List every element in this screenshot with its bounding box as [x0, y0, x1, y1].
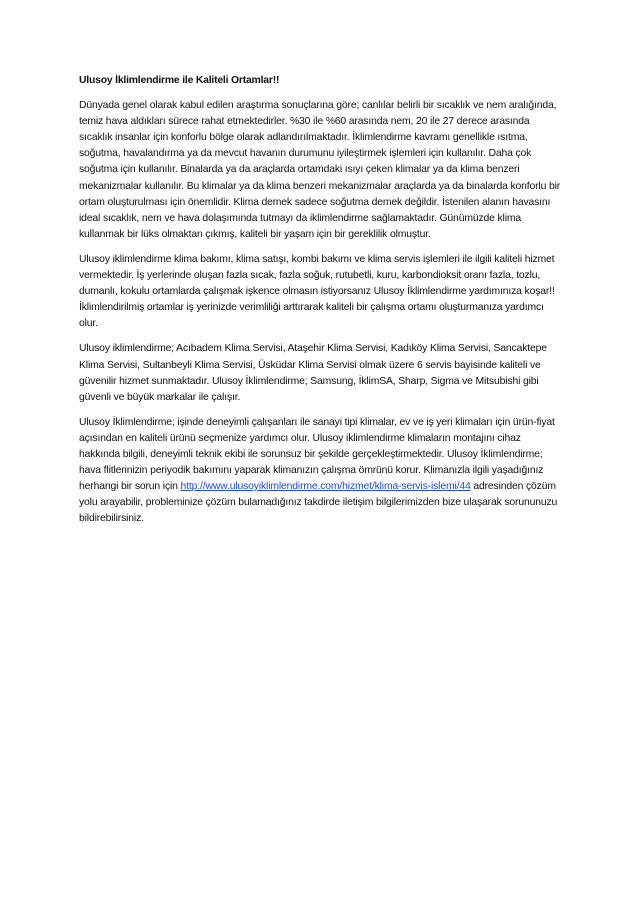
contact-text-before: Ulusoy İklimlendirme; işinde deneyimli çalışanları ile sanayi tipi klimalar, ev ve iş yeri klimaları için ürün-fiyat açısından en kaliteli ürünü seçmenize yardımcı olur. Ulusoy iklimlendirme klimaların montajını cihaz hakkında bilgili, deneyimli teknik ekibi ile sorunsuz bir şekilde gerçekleştirmektedir. Ulusoy İklimlendirme; hava flitlerinizin periyodik bakımını yaparak klimanızın çalışma ömrünü korur. Klimanızla ilgili yaşadığınız herhangi bir sorun için [79, 416, 555, 493]
paragraph-contact [79, 415, 563, 528]
paragraph-locations: Ulusoy iklimlendirme; Acıbadem Klima Servisi, Ataşehir Klima Servisi, Kadıköy Klima Servisi, Sancaktepe Klima Servisi, Sultanbeyli Klima Servisi, Üsküdar Klima Servisi olmak üzere 6 servis bayisinde kaliteli ve güvenilir hizmet sunmaktadır. Ulusoy İklimlendirme; Samsung, İklimSA, Sharp, Sigma ve Mitsubishi gibi güvenli ve büyük markalar ile çalışır. [79, 343, 547, 403]
document-page [79, 73, 563, 536]
paragraph-services: Ulusoy iklimlendirme klima bakımı, klima satışı, kombi bakımı ve klima servis işlemleri ile ilgili kaliteli hizmet vermektedir. İş yerlerinde oluşan fazla sıcak, fazla soğuk, rutubetli, kuru, karbondioksit oranı fazla, tozlu, dumanlı, kokulu ortamlarda çalışmak işkence olmasın istiyorsanız Ulusoy İklimlendirme yardımınıza koşar!! İklimlendirilmiş ortamlar iş yerinizde verimliliği arttırarak kaliteli bir çalışma ortamı oluşturmanıza yardımcı olur. [79, 253, 555, 330]
service-link[interactable]: http://www.ulusoyiklimlendirme.com/hizmet/klima-servis-islemi/44 [180, 481, 471, 493]
contact-text-after: adresinden çözüm yolu arayabilir, probleminize çözüm bulamadığınız takdirde iletişim bilgilerimizden bize ulaşarak sorununuzu bildirebilirsiniz. [79, 481, 558, 525]
paragraph-intro: Dünyada genel olarak kabul edilen araştırma sonuçlarına göre; canlılar belirli bir sıcaklık ve nem aralığında, temiz hava aldıkları sürece rahat etmektedirler. %30 ile %60 arasında nem, 20 ile 27 derece arasında sıcaklık insanlar için konforlu bölge olarak adlandırılmaktadır. İklimlendirme kavramı genellikle ısıtma, soğutma, havalandırma ya da mevcut havanın durumunu iyileştirmek işlemleri için kullanılır. Daha çok soğutma için kullanılır. Binalarda ya da araçlarda ortamdaki ısıyı çeken klimalar ya da klima benzeri mekanizmalar kullanılır. Bu klimalar ya da klima benzeri mekanizmalar araçlarda ya da binalarda konforlu bir ortam oluşturulması için önemlidir. Klima demek sadece soğutma demek değildir. İstenilen alanın havasını ideal sıcaklık, nem ve hava dolaşımında tutmayı da iklimlendirme sağlamaktadır. Günümüzde klima kullanmak bir lüks olmaktan çıkmış, kaliteli bir yaşam için bir gereklilik olmuştur. [79, 100, 561, 240]
document-title: Ulusoy İklimlendirme ile Kaliteli Ortamlar!! [79, 75, 280, 86]
